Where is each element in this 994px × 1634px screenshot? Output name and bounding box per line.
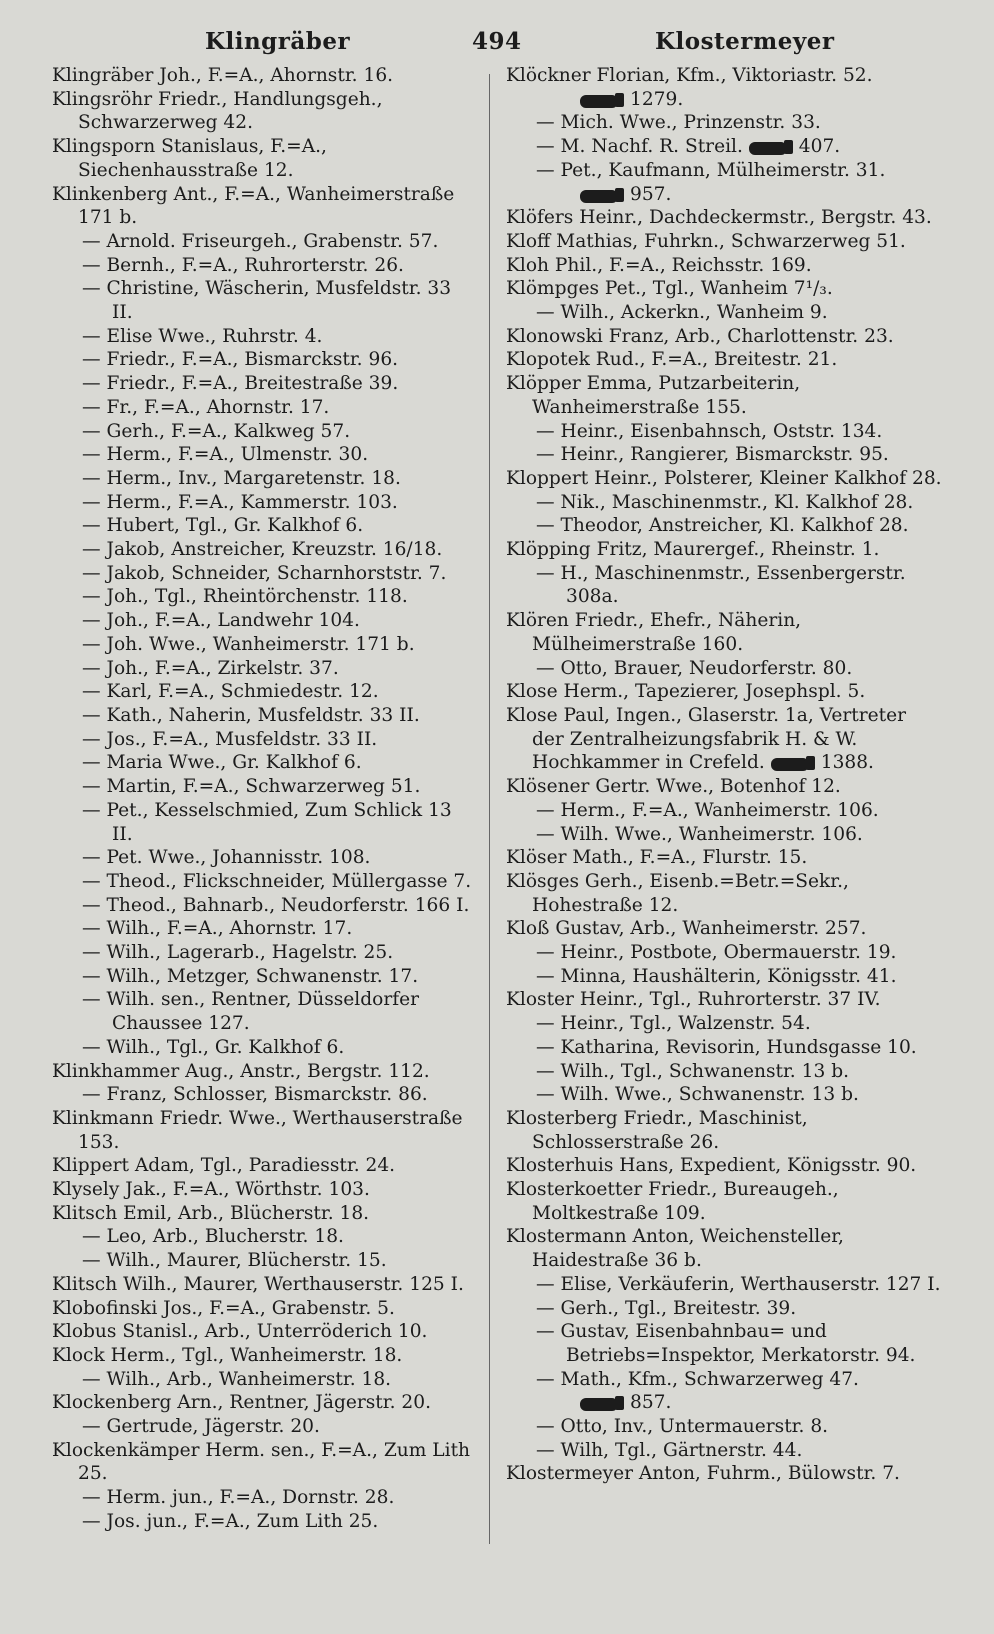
directory-entry	[52, 1486, 474, 1510]
directory-entry	[506, 1036, 942, 1060]
directory-entry	[506, 657, 942, 681]
directory-entry	[52, 396, 474, 420]
directory-entry	[52, 1320, 474, 1344]
phone-number: 407.	[798, 136, 841, 158]
entry-text: — Elise, Verkäuferin, Werthauserstr. 127 I.	[536, 1273, 941, 1295]
directory-entry	[506, 823, 942, 847]
entry-text: Klöser Math., F.=A., Flurstr. 15.	[506, 847, 808, 869]
entry-text: — Mich. Wwe., Prinzenstr. 33.	[536, 112, 821, 134]
entry-text: — Heinr., Eisenbahnsch, Oststr. 134.	[536, 420, 883, 442]
directory-entry	[52, 467, 474, 491]
entry-text: Kloh Phil., F.=A., Reichsstr. 169.	[506, 254, 812, 276]
directory-entry	[52, 657, 474, 681]
directory-entry	[506, 1012, 942, 1036]
directory-entry	[52, 704, 474, 728]
phone-line	[506, 183, 942, 207]
directory-entry	[52, 1297, 474, 1321]
directory-entry	[52, 680, 474, 704]
entry-text: — Theodor, Anstreicher, Kl. Kalkhof 28.	[536, 515, 909, 537]
directory-entry	[506, 1060, 942, 1084]
entry-text: — Katharina, Revisorin, Hundsgasse 10.	[536, 1036, 917, 1058]
directory-entry	[506, 111, 942, 135]
entry-text: Klitsch Emil, Arb., Blücherstr. 18.	[52, 1202, 370, 1224]
phone-number: 1279.	[630, 88, 684, 110]
directory-entry	[52, 1107, 474, 1154]
directory-entry	[52, 1249, 474, 1273]
directory-entry	[52, 870, 474, 894]
directory-entry	[506, 135, 942, 159]
directory-entry	[506, 1273, 942, 1297]
directory-entry	[506, 1368, 942, 1392]
directory-entry	[52, 585, 474, 609]
directory-entry	[506, 443, 942, 467]
directory-entry	[506, 680, 942, 704]
directory-entry	[506, 1225, 942, 1272]
entry-text: Kloster Heinr., Tgl., Ruhrorterstr. 37 IV.	[506, 989, 881, 1011]
directory-entry	[506, 64, 942, 88]
directory-entry	[52, 1083, 474, 1107]
entry-text: Klostermann Anton, Weichensteller, Haidestraße 36 b.	[506, 1226, 844, 1272]
entry-text: Klockenberg Arn., Rentner, Jägerstr. 20.	[52, 1392, 432, 1414]
directory-entry	[52, 917, 474, 941]
entry-text: Kloff Mathias, Fuhrkn., Schwarzerweg 51.	[506, 230, 906, 252]
entry-text: — Herm., Inv., Margaretenstr. 18.	[82, 467, 401, 489]
entry-text: Klosterhuis Hans, Expedient, Königsstr. 90.	[506, 1155, 917, 1177]
entry-text: — Theod., Bahnarb., Neudorferstr. 166 I.	[82, 894, 470, 916]
entry-text: — Franz, Schlosser, Bismarckstr. 86.	[82, 1084, 428, 1106]
entry-text: — Pet., Kesselschmied, Zum Schlick 13 II.	[82, 799, 452, 845]
entry-text: — Heinr., Tgl., Walzenstr. 54.	[536, 1013, 811, 1035]
entry-text: — Gustav, Eisenbahnbau= und Betriebs=Inspektor, Merkatorstr. 94.	[536, 1321, 916, 1366]
entry-text: — Jos. jun., F.=A., Zum Lith 25.	[82, 1510, 379, 1532]
directory-entry	[506, 206, 942, 230]
directory-entry	[52, 1415, 474, 1439]
directory-entry	[506, 254, 942, 278]
entry-text: — Wilh. Wwe., Schwanenstr. 13 b.	[536, 1084, 859, 1106]
directory-entry	[506, 775, 942, 799]
entry-text: — Minna, Haushälterin, Königsstr. 41.	[536, 965, 897, 987]
directory-entry	[52, 1344, 474, 1368]
entry-text: — Christine, Wäscherin, Musfeldstr. 33 II.	[82, 278, 452, 324]
directory-entry	[52, 325, 474, 349]
entry-text: Klöfers Heinr., Dachdeckermstr., Bergstr. 43.	[506, 207, 932, 229]
directory-entry	[52, 1368, 474, 1392]
entry-text: — Pet., Kaufmann, Mülheimerstr. 31.	[536, 159, 886, 181]
directory-entry	[52, 514, 474, 538]
directory-entry	[52, 1202, 474, 1226]
entry-text: — Wilh., Arb., Wanheimerstr. 18.	[82, 1368, 392, 1390]
entry-text: Klöpper Emma, Putzarbeiterin, Wanheimerstraße 155.	[506, 373, 801, 418]
entry-text: — H., Maschinenmstr., Essenbergerstr. 308a.	[536, 562, 906, 608]
entry-text: — Friedr., F.=A., Bismarckstr. 96.	[82, 349, 399, 371]
entry-text: — Otto, Brauer, Neudorferstr. 80.	[536, 657, 853, 679]
right-column	[506, 64, 942, 1486]
entry-text: Klinkhammer Aug., Anstr., Bergstr. 112.	[52, 1060, 430, 1082]
directory-entry	[52, 183, 474, 230]
directory-entry	[52, 254, 474, 278]
entry-text: — Gertrude, Jägerstr. 20.	[82, 1416, 320, 1438]
entry-text: Klostermeyer Anton, Fuhrm., Bülowstr. 7.	[506, 1463, 900, 1485]
directory-entry	[506, 846, 942, 870]
entry-text: Klöpping Fritz, Maurergef., Rheinstr. 1.	[506, 539, 880, 561]
directory-entry	[52, 941, 474, 965]
entry-text: — Wilh., Ackerkn., Wanheim 9.	[536, 302, 828, 324]
entry-text: — Jos., F.=A., Musfeldstr. 33 II.	[82, 728, 378, 750]
entry-text: — Joh. Wwe., Wanheimerstr. 171 b.	[82, 633, 415, 655]
entry-text: Klinkenberg Ant., F.=A., Wanheimerstraße 171 b.	[52, 183, 455, 229]
directory-entry	[52, 420, 474, 444]
directory-entry	[52, 1036, 474, 1060]
entry-text: — Math., Kfm., Schwarzerweg 47.	[536, 1368, 859, 1390]
directory-entry	[506, 277, 942, 301]
directory-entry	[506, 1462, 942, 1486]
entry-text: — Herm., F.=A., Ulmenstr. 30.	[82, 444, 369, 466]
directory-entry	[506, 325, 942, 349]
directory-entry	[506, 562, 942, 609]
directory-entry	[506, 941, 942, 965]
entry-text: — Wilh., Lagerarb., Hagelstr. 25.	[82, 942, 394, 964]
entry-text: — Karl, F.=A., Schmiedestr. 12.	[82, 681, 379, 703]
directory-entry	[506, 159, 942, 183]
directory-entry	[506, 1083, 942, 1107]
directory-entry	[52, 88, 474, 135]
entry-text: — Wilh, Tgl., Gärtnerstr. 44.	[536, 1439, 803, 1461]
entry-text: — Joh., Tgl., Rheintörchenstr. 118.	[82, 586, 408, 608]
telephone-icon	[749, 140, 793, 154]
directory-entry	[506, 1178, 942, 1225]
directory-entry	[52, 135, 474, 182]
entry-text: Klippert Adam, Tgl., Paradiesstr. 24.	[52, 1155, 396, 1177]
entry-text: Klösges Gerh., Eisenb.=Betr.=Sekr., Hohestraße 12.	[506, 870, 849, 916]
entry-text: — Elise Wwe., Ruhrstr. 4.	[82, 325, 323, 347]
left-column	[52, 64, 474, 1534]
directory-entry	[506, 420, 942, 444]
directory-entry	[52, 633, 474, 657]
phone-number: 1388.	[820, 752, 874, 774]
entry-text: — Bernh., F.=A., Ruhrorterstr. 26.	[82, 254, 404, 276]
entry-text: — Wilh. Wwe., Wanheimerstr. 106.	[536, 823, 863, 845]
directory-entry	[506, 372, 942, 419]
entry-text: Klingsporn Stanislaus, F.=A., Siechenhausstraße 12.	[52, 136, 327, 181]
header-right-keyword: Klostermeyer	[655, 28, 835, 55]
directory-entry	[52, 728, 474, 752]
directory-entry	[52, 1391, 474, 1415]
phone-line	[506, 88, 942, 112]
phone-number: 957.	[630, 183, 672, 205]
directory-entry	[506, 609, 942, 656]
directory-entry	[506, 467, 942, 491]
entry-text: — Maria Wwe., Gr. Kalkhof 6.	[82, 752, 362, 774]
directory-entry	[506, 917, 942, 941]
entry-text: — M. Nachf. R. Streil.	[536, 136, 743, 158]
entry-text: Klingräber Joh., F.=A., Ahornstr. 16.	[52, 65, 394, 86]
entry-text: — Joh., F.=A., Zirkelstr. 37.	[82, 657, 339, 679]
directory-entry	[52, 751, 474, 775]
entry-text: — Heinr., Postbote, Obermauerstr. 19.	[536, 942, 897, 964]
directory-entry	[52, 230, 474, 254]
entry-text: — Joh., F.=A., Landwehr 104.	[82, 610, 360, 632]
directory-entry	[52, 348, 474, 372]
entry-text: — Jakob, Schneider, Scharnhorststr. 7.	[82, 562, 447, 584]
directory-entry	[52, 1178, 474, 1202]
entry-text: Klosterkoetter Friedr., Bureaugeh., Moltkestraße 109.	[506, 1179, 839, 1224]
entry-text: — Kath., Naherin, Musfeldstr. 33 II.	[82, 704, 420, 726]
directory-entry	[52, 1510, 474, 1534]
entry-text: Klock Herm., Tgl., Wanheimerstr. 18.	[52, 1344, 403, 1366]
directory-entry	[506, 988, 942, 1012]
entry-text: — Wilh., F.=A., Ahornstr. 17.	[82, 918, 353, 940]
directory-entry	[52, 894, 474, 918]
directory-entry	[506, 301, 942, 325]
entry-text: — Wilh., Maurer, Blücherstr. 15.	[82, 1250, 387, 1272]
directory-entry	[52, 799, 474, 846]
directory-entry	[52, 372, 474, 396]
telephone-icon	[580, 1396, 624, 1410]
entry-text: Klinkmann Friedr. Wwe., Werthauserstraße 153.	[52, 1107, 463, 1153]
entry-text: Kloppert Heinr., Polsterer, Kleiner Kalkhof 28.	[506, 467, 942, 489]
directory-entry	[52, 609, 474, 633]
entry-text: — Pet. Wwe., Johannisstr. 108.	[82, 847, 371, 869]
header-left-keyword: Klingräber	[205, 28, 351, 55]
telephone-icon	[771, 756, 815, 770]
directory-entry	[506, 870, 942, 917]
directory-entry	[506, 1107, 942, 1154]
entry-text: Klöckner Florian, Kfm., Viktoriastr. 52.	[506, 65, 873, 86]
entry-text: — Otto, Inv., Untermauerstr. 8.	[536, 1416, 829, 1438]
directory-entry	[52, 775, 474, 799]
entry-text: — Fr., F.=A., Ahornstr. 17.	[82, 396, 330, 418]
directory-entry	[52, 846, 474, 870]
directory-entry	[506, 538, 942, 562]
entry-text: Klören Friedr., Ehefr., Näherin, Mülheimerstraße 160.	[506, 610, 802, 655]
entry-text: Klömpges Pet., Tgl., Wanheim 7¹/₃.	[506, 278, 833, 300]
entry-text: Klingsröhr Friedr., Handlungsgeh., Schwarzerweg 42.	[52, 88, 383, 134]
entry-text: — Hubert, Tgl., Gr. Kalkhof 6.	[82, 515, 364, 537]
entry-text: — Herm., F.=A., Wanheimerstr. 106.	[536, 799, 879, 821]
entry-text: — Herm. jun., F.=A., Dornstr. 28.	[82, 1487, 395, 1509]
directory-entry	[506, 1415, 942, 1439]
entry-text: — Martin, F.=A., Schwarzerweg 51.	[82, 776, 421, 798]
page-number: 494	[472, 28, 522, 55]
directory-entry	[52, 491, 474, 515]
entry-text: Klitsch Wilh., Maurer, Werthauserstr. 125 I.	[52, 1273, 464, 1295]
directory-entry	[506, 704, 942, 775]
directory-entry	[52, 1439, 474, 1486]
directory-entry	[52, 538, 474, 562]
telephone-icon	[580, 93, 624, 107]
directory-entry	[52, 1273, 474, 1297]
directory-entry	[506, 1154, 942, 1178]
directory-entry	[506, 1439, 942, 1463]
entry-text: Klose Herm., Tapezierer, Josephspl. 5.	[506, 681, 866, 703]
entry-text: — Jakob, Anstreicher, Kreuzstr. 16/18.	[82, 539, 443, 561]
directory-entry	[52, 443, 474, 467]
entry-text: Klösener Gertr. Wwe., Botenhof 12.	[506, 776, 841, 798]
directory-entry	[52, 562, 474, 586]
entry-text: Klose Paul, Ingen., Glaserstr. 1a, Vertreter der Zentralheizungsfabrik H. & W. Hochkammer in Crefeld.	[506, 704, 907, 774]
entry-text: Klobofinski Jos., F.=A., Grabenstr. 5.	[52, 1297, 395, 1319]
directory-entry	[52, 1060, 474, 1084]
directory-entry	[52, 988, 474, 1035]
entry-text: — Wilh. sen., Rentner, Düsseldorfer Chaussee 127.	[82, 989, 420, 1035]
directory-entry	[506, 230, 942, 254]
entry-text: — Friedr., F.=A., Breitestraße 39.	[82, 373, 399, 395]
column-divider	[489, 74, 490, 1544]
directory-entry	[506, 348, 942, 372]
directory-entry	[506, 965, 942, 989]
entry-text: — Heinr., Rangierer, Bismarckstr. 95.	[536, 444, 889, 466]
entry-text: — Gerh., F.=A., Kalkweg 57.	[82, 420, 351, 442]
entry-text: — Leo, Arb., Blucherstr. 18.	[82, 1226, 344, 1248]
phone-number: 857.	[630, 1392, 672, 1414]
directory-entry	[52, 64, 474, 88]
entry-text: — Gerh., Tgl., Breitestr. 39.	[536, 1297, 797, 1319]
entry-text: — Herm., F.=A., Kammerstr. 103.	[82, 491, 398, 513]
directory-entry	[52, 1154, 474, 1178]
directory-entry	[506, 1320, 942, 1367]
directory-entry	[52, 277, 474, 324]
directory-entry	[506, 491, 942, 515]
entry-text: — Wilh., Tgl., Gr. Kalkhof 6.	[82, 1036, 345, 1058]
entry-text: Klosterberg Friedr., Maschinist, Schlosserstraße 26.	[506, 1107, 808, 1153]
entry-text: Kloß Gustav, Arb., Wanheimerstr. 257.	[506, 918, 867, 940]
entry-text: Klockenkämper Herm. sen., F.=A., Zum Lith 25.	[52, 1439, 471, 1485]
entry-text: — Wilh., Tgl., Schwanenstr. 13 b.	[536, 1060, 850, 1082]
page-header	[0, 22, 994, 62]
directory-entry	[52, 1225, 474, 1249]
entry-text: Klonowski Franz, Arb., Charlottenstr. 23.	[506, 325, 894, 347]
entry-text: — Wilh., Metzger, Schwanenstr. 17.	[82, 965, 419, 987]
entry-text: — Nik., Maschinenmstr., Kl. Kalkhof 28.	[536, 491, 914, 513]
directory-entry	[506, 1297, 942, 1321]
phone-line	[506, 1391, 942, 1415]
directory-entry	[506, 514, 942, 538]
entry-text: — Theod., Flickschneider, Müllergasse 7.	[82, 870, 472, 892]
directory-entry	[506, 799, 942, 823]
telephone-icon	[580, 188, 624, 202]
entry-text: Klopotek Rud., F.=A., Breitestr. 21.	[506, 349, 838, 371]
entry-text: Klobus Stanisl., Arb., Unterröderich 10.	[52, 1321, 428, 1343]
entry-text: — Arnold. Friseurgeh., Grabenstr. 57.	[82, 230, 439, 252]
entry-text: Klysely Jak., F.=A., Wörthstr. 103.	[52, 1179, 370, 1201]
directory-entry	[52, 965, 474, 989]
